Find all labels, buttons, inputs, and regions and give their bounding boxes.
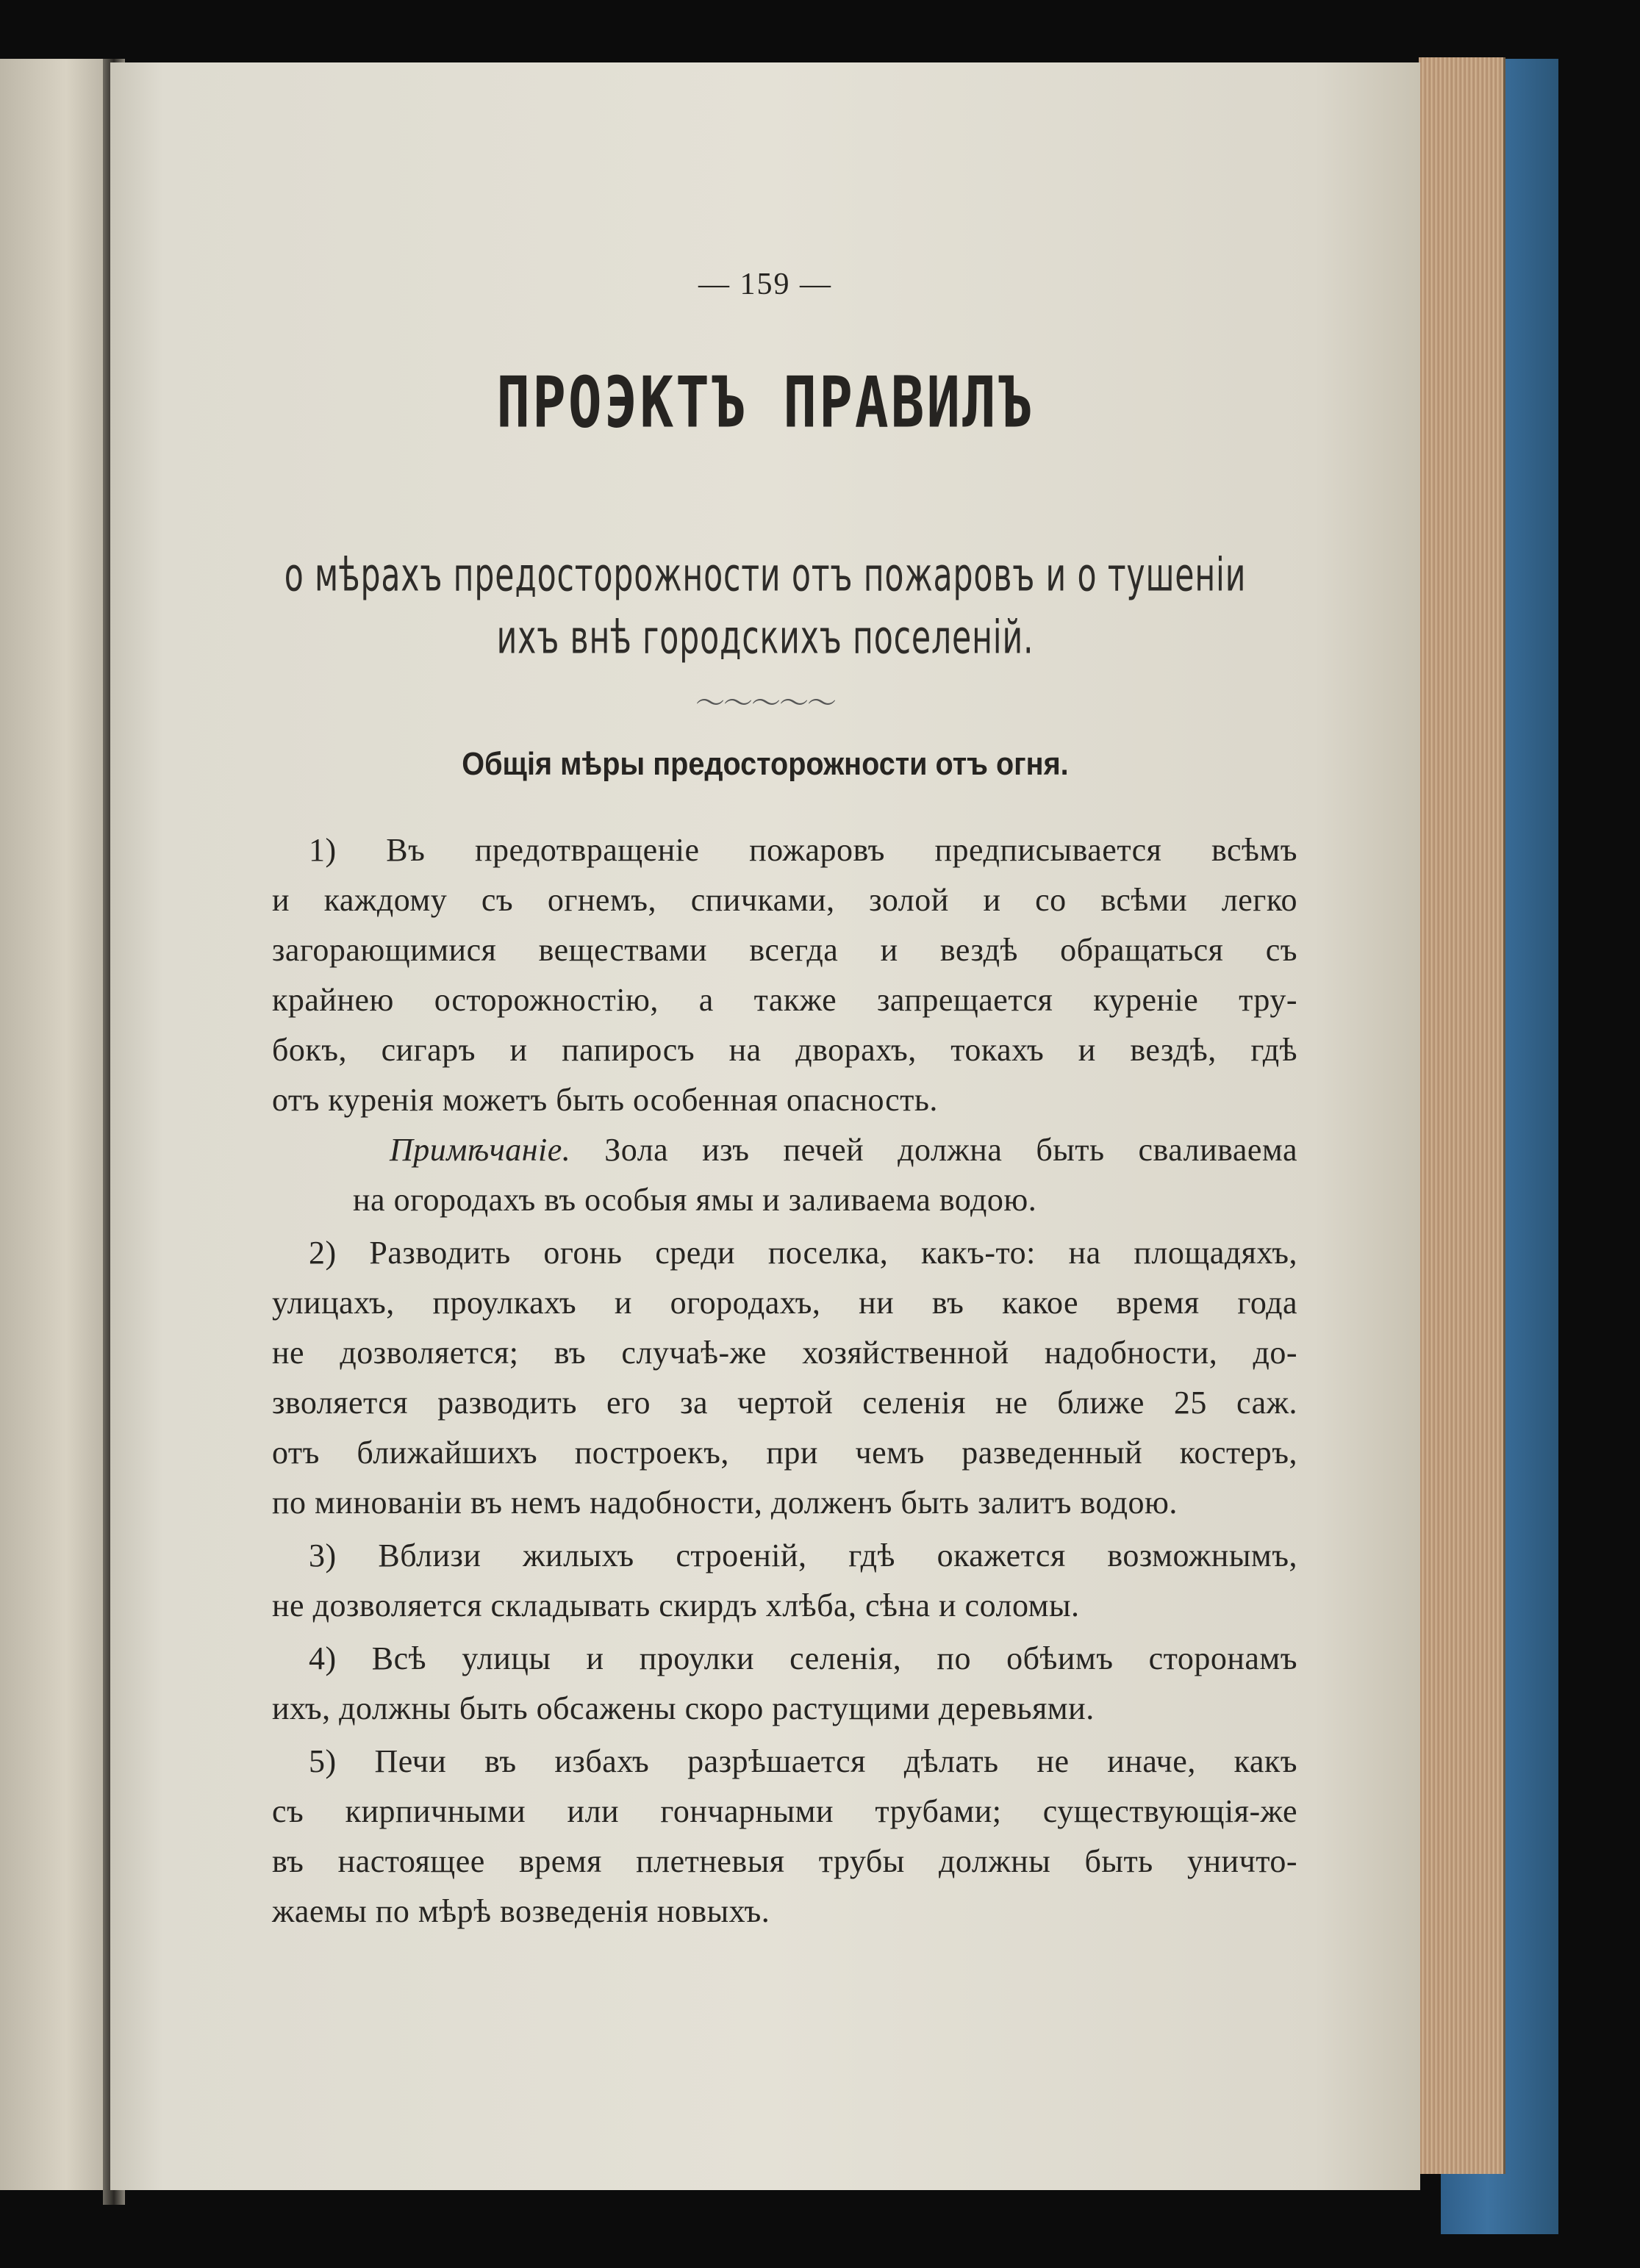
paragraph-4-line: ихъ, должны быть обсажены скоро растущими деревьями. [272,1690,1095,1726]
page-block-edges [1419,57,1505,2174]
subtitle-line-1: о мѣрахъ предосторожности отъ пожаровъ и о тушеніи [284,549,1247,602]
paragraph-1-line: загорающимися веществами всегда и вездѣ обращаться съ [272,932,1297,968]
note-line-2: на огородахъ въ особыя ямы и заливаема водою. [353,1182,1037,1218]
paragraph-2-line: отъ ближайшихъ построекъ, при чемъ разведенный костеръ, [272,1435,1297,1471]
paragraph-4-line: 4) Всѣ улицы и проулки селенія, по обѣимъ сторонамъ [309,1640,1297,1676]
note-label: Примѣчаніе. [390,1132,571,1168]
ornament-divider: ～～～～～ [695,686,835,719]
left-page-edge [0,59,110,2190]
main-title: ПРОЭКТЪ ПРАВИЛЪ [496,361,1034,444]
note-text: Зола изъ печей должна быть сваливаема [604,1132,1297,1168]
paragraph-5-line: съ кирпичными или гончарными трубами; существующія-же [272,1793,1297,1829]
paragraph-2-line: по минованіи въ немъ надобности, долженъ быть залитъ водою. [272,1485,1178,1521]
note-line-1 [390,1127,1297,1174]
section-heading: Общія мѣры предосторожности отъ огня. [462,746,1069,782]
paragraph-2-line: зволяется разводить его за чертой селенія не ближе 25 саж. [272,1385,1297,1421]
paragraph-3-line: не дозволяется складывать скирдъ хлѣба, сѣна и соломы. [272,1587,1080,1623]
paragraph-2-line: 2) Разводить огонь среди поселка, какъ-то: на площадяхъ, [309,1235,1297,1271]
paragraph-5-line: въ настоящее время плетневыя трубы должны быть уничто- [272,1843,1297,1879]
paragraph-1-line: и каждому съ огнемъ, спичками, золой и со всѣми легко [272,882,1297,918]
paragraph-2-line: улицахъ, проулкахъ и огородахъ, ни въ какое время года [272,1285,1297,1321]
paragraph-1-line: 1) Въ предотвращеніе пожаровъ предписывается всѣмъ [309,832,1297,868]
paragraph-1-line: отъ куренія можетъ быть особенная опасность. [272,1082,938,1118]
paragraph-5-line: 5) Печи въ избахъ разрѣшается дѣлать не иначе, какъ [309,1743,1297,1779]
paragraph-3-line: 3) Вблизи жилыхъ строеній, гдѣ окажется возможнымъ, [309,1537,1297,1573]
subtitle-line-2: ихъ внѣ городскихъ поселеній. [496,611,1034,664]
paragraph-5-line: жаемы по мѣрѣ возведенія новыхъ. [272,1893,770,1929]
paragraph-1-line: крайнею осторожностію, а также запрещается куреніе тру- [272,982,1297,1018]
paragraph-2-line: не дозволяется; въ случаѣ-же хозяйственной надобности, до- [272,1335,1297,1371]
right-page [110,62,1420,2190]
paragraph-1-line: бокъ, сигаръ и папиросъ на дворахъ, токахъ и вездѣ, гдѣ [272,1032,1297,1068]
page-number: — 159 — [698,268,832,301]
